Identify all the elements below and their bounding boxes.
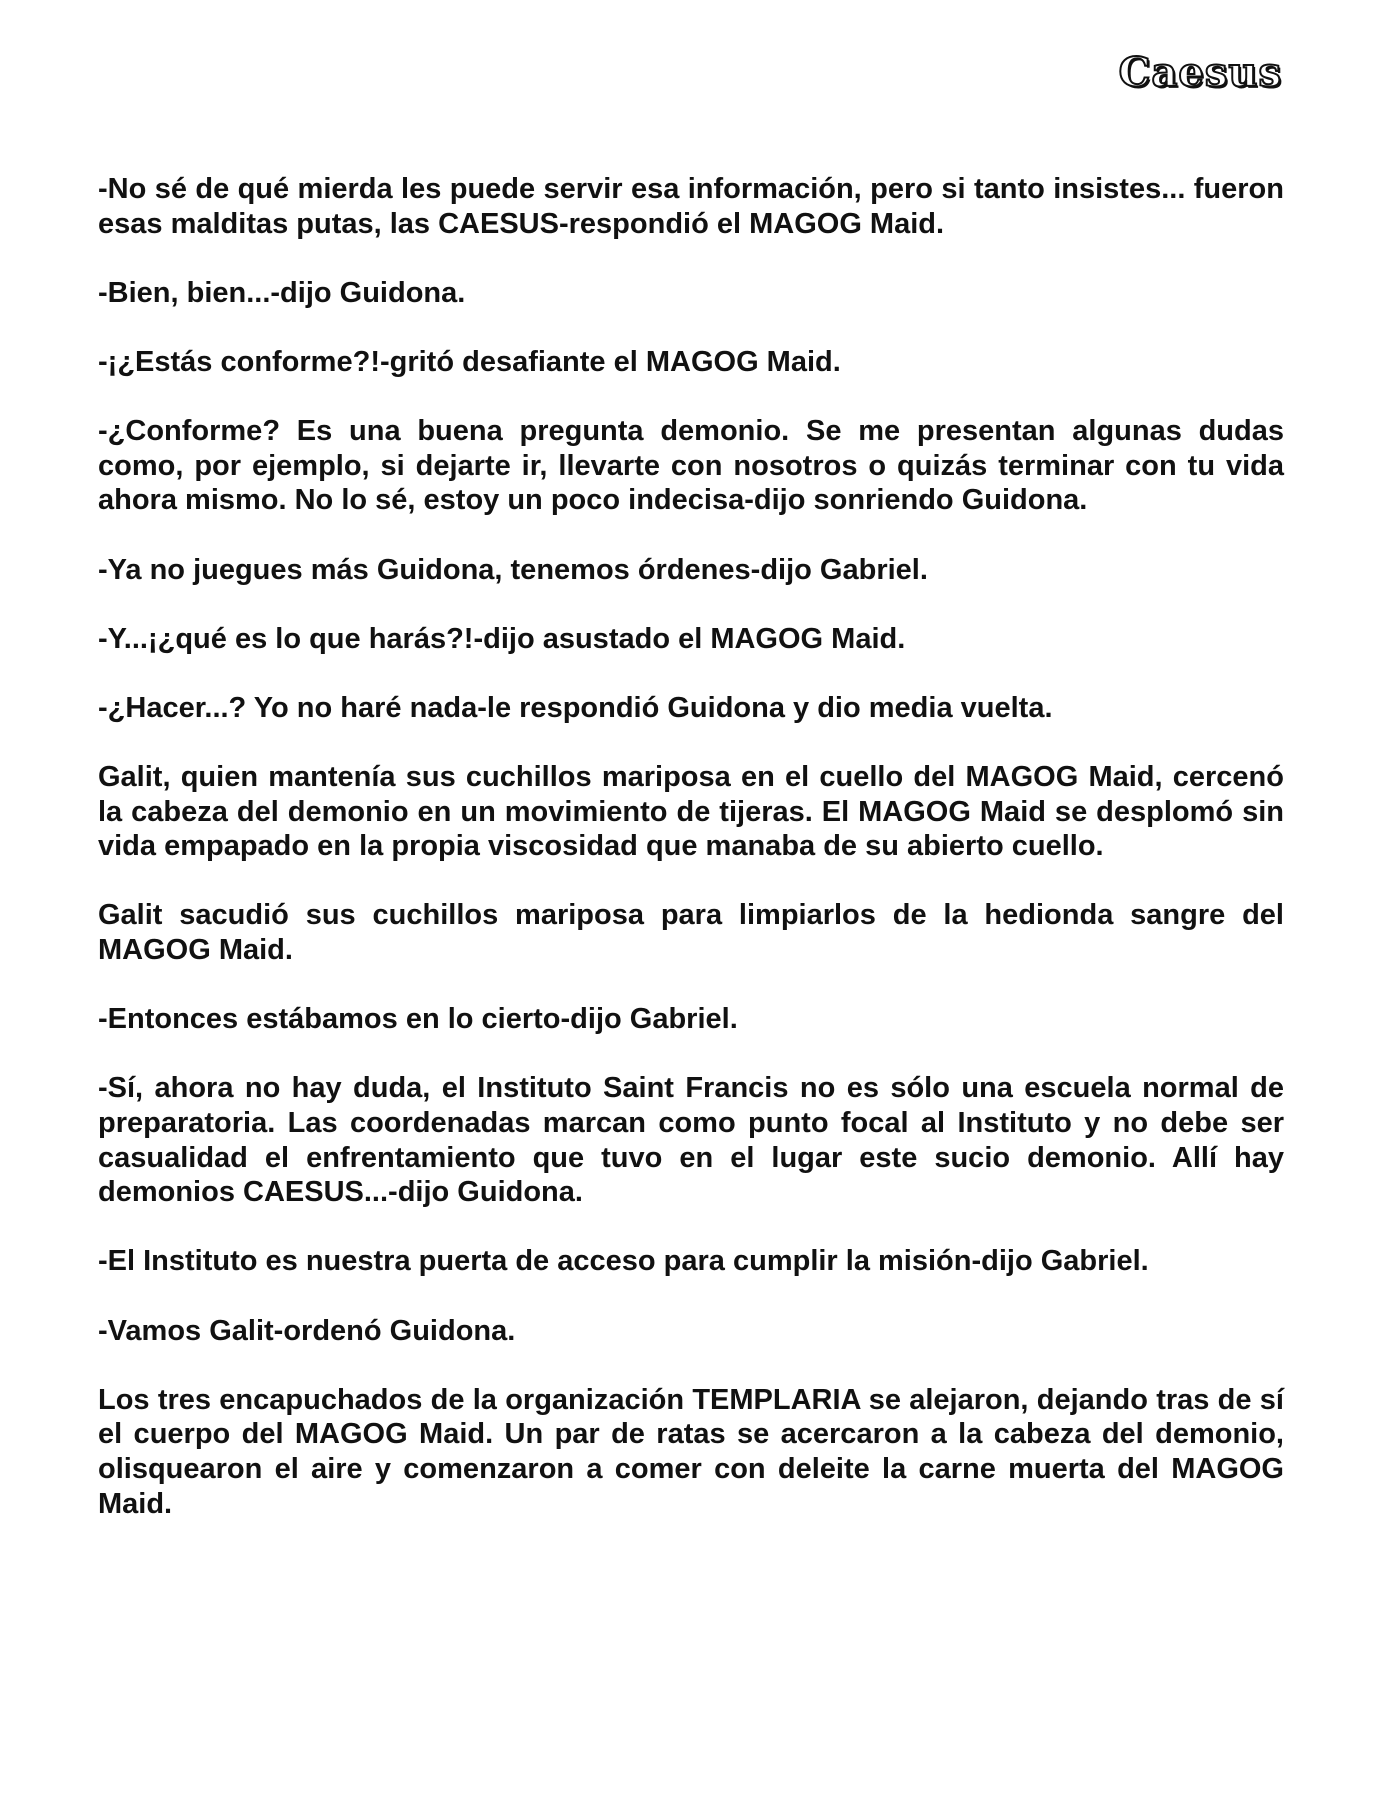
paragraph: -¡¿Estás conforme?!-gritó desafiante el MAGOG Maid. <box>98 345 841 378</box>
paragraph: -¿Hacer...? Yo no haré nada-le respondió Guidona y dio media vuelta. <box>98 691 1053 724</box>
paragraph: -Vamos Galit-ordenó Guidona. <box>98 1314 516 1347</box>
paragraph: -Entonces estábamos en lo cierto-dijo Gabriel. <box>98 1003 738 1036</box>
caesus-logo <box>1119 38 1282 106</box>
paragraph: -Bien, bien...-dijo Guidona. <box>98 276 466 309</box>
document-body <box>98 172 1284 1556</box>
paragraph: -Sí, ahora no hay duda, el Instituto Saint Francis no es sólo una escuela normal de preparatoria. Las coordenadas marcan como punto focal al Instituto y no debe ser casualidad el enfrentamiento que tuvo en el lugar este sucio demonio. Allí hay demonios CAESUS...-dijo Guidona. <box>98 1072 1284 1209</box>
paragraph: -El Instituto es nuestra puerta de acceso para cumplir la misión-dijo Gabriel. <box>98 1245 1149 1278</box>
paragraph: -¿Conforme? Es una buena pregunta demonio. Se me presentan algunas dudas como, por ejemplo, si dejarte ir, llevarte con nosotros o quizás terminar con tu vida ahora mismo. No lo sé, estoy un poco indecisa-dijo sonriendo Guidona. <box>98 415 1284 517</box>
paragraph: Los tres encapuchados de la organización TEMPLARIA se alejaron, dejando tras de sí el cuerpo del MAGOG Maid. Un par de ratas se acercaron a la cabeza del demonio, olisquearon el aire y comenzaron a comer con deleite la carne muerta del MAGOG Maid. <box>98 1383 1284 1520</box>
paragraph: -Ya no juegues más Guidona, tenemos órdenes-dijo Gabriel. <box>98 553 928 586</box>
paragraph: -Y...¡¿qué es lo que harás?!-dijo asustado el MAGOG Maid. <box>98 622 906 655</box>
paragraph: -No sé de qué mierda les puede servir esa información, pero si tanto insistes... fueron esas malditas putas, las CAESUS-respondió el MAGOG Maid. <box>98 173 1284 240</box>
logo-text: Caesus <box>1118 48 1282 96</box>
paragraph: Galit, quien mantenía sus cuchillos mariposa en el cuello del MAGOG Maid, cercenó la cabeza del demonio en un movimiento de tijeras. El MAGOG Maid se desplomó sin vida empapado en la propia viscosidad que manaba de su abierto cuello. <box>98 761 1284 863</box>
paragraph: Galit sacudió sus cuchillos mariposa para limpiarlos de la hedionda sangre del MAGOG Maid. <box>98 899 1284 967</box>
